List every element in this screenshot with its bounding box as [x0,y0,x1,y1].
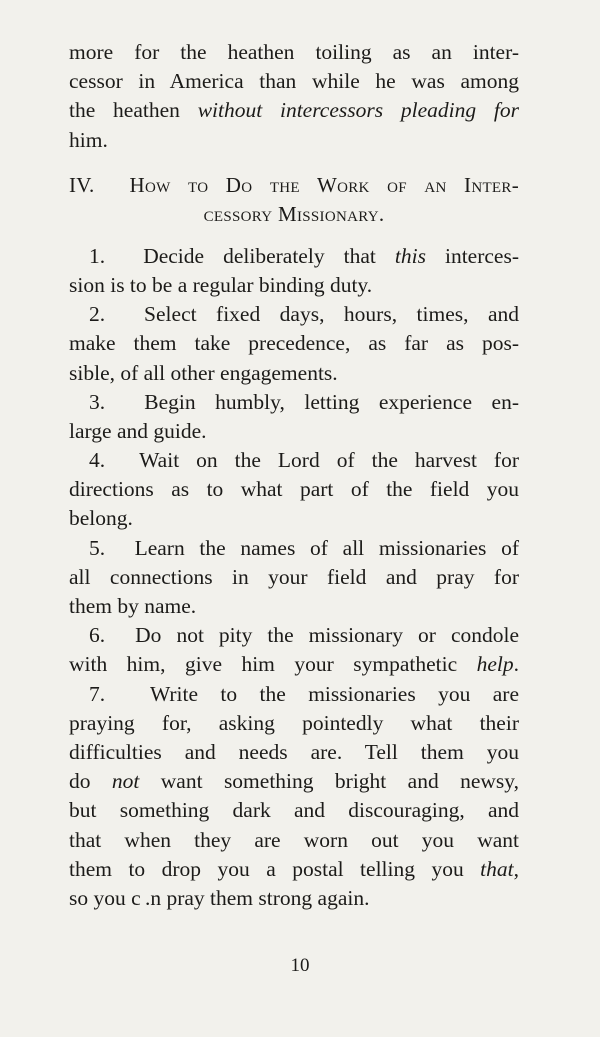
item-number: 4. [89,448,106,473]
list-item-2 [69,300,519,388]
heading-text: How to Do the Work of an Inter- [129,172,519,197]
item-number: 2. [89,302,106,327]
text-line: with him, give him your sympathetic help. [69,652,519,677]
text-line: directions as to what part of the field you [69,477,519,502]
list-item-6 [69,621,519,679]
item-number: 6. [89,623,106,648]
text-line: do not want something bright and newsy, [69,769,520,794]
item-number: 3. [89,389,106,414]
text-line: make them take precedence, as far as pos- [69,331,519,356]
list-item-4 [69,446,519,534]
book-page [69,38,519,913]
emphasis-text: this [394,243,426,268]
text-line: cessor in America than while he was among [69,69,519,94]
list-item-3 [69,388,519,446]
section-numeral: IV. [69,172,95,197]
text-line: 6. Do not pity the missionary or condole [89,623,520,648]
text-line: large and guide. [69,418,207,443]
text-line: sion is to be a regular binding duty. [69,272,373,297]
item-number: 7. [89,681,106,706]
text-line: 4. Wait on the Lord of the harvest for [89,448,519,473]
emphasis-text: help [476,652,514,677]
text-line: more for the heathen toiling as an inter- [69,40,519,64]
text-line: the heathen without intercessors pleading for [69,98,519,123]
text-line: 3. Begin humbly, letting experience en- [89,389,519,414]
text-line: belong. [69,506,133,531]
text-line: 5. Learn the names of all missionaries of [89,535,519,560]
text-line: praying for, asking pointedly what their [69,710,519,735]
text-line: 7. Write to the missionaries you are [89,681,520,706]
continuation-paragraph [69,38,519,155]
text-line: all connections in your field and pray for [69,564,519,589]
emphasis-text: not [111,769,140,794]
text-line: them by name. [69,594,197,618]
page-number: 10 [290,955,310,976]
text-line: difficulties and needs are. Tell them you [69,739,519,764]
list-item-5 [69,534,519,622]
text-line: 1. Decide deliberately that this interces- [89,243,519,268]
text-line: 2. Select fixed days, hours, times, and [89,302,519,327]
text-line: them to drop you a postal telling you that, [69,856,519,881]
item-number: 1. [89,243,106,268]
text-line: him. [69,127,108,152]
emphasis-text: without intercessors pleading for [197,98,519,123]
list-item-1 [69,242,519,300]
text-line: but something dark and discouraging, and [69,798,519,823]
heading-line: cessory Missionary. [203,201,385,226]
emphasis-text: that [480,856,514,881]
section-heading [69,171,519,229]
text-line: sible, of all other engagements. [69,360,338,385]
heading-line [69,171,519,200]
list-item-7 [69,680,519,914]
text-line: that when they are worn out you want [69,827,519,852]
text-line: so you c .n pray them strong again. [69,885,370,910]
item-number: 5. [89,535,106,560]
